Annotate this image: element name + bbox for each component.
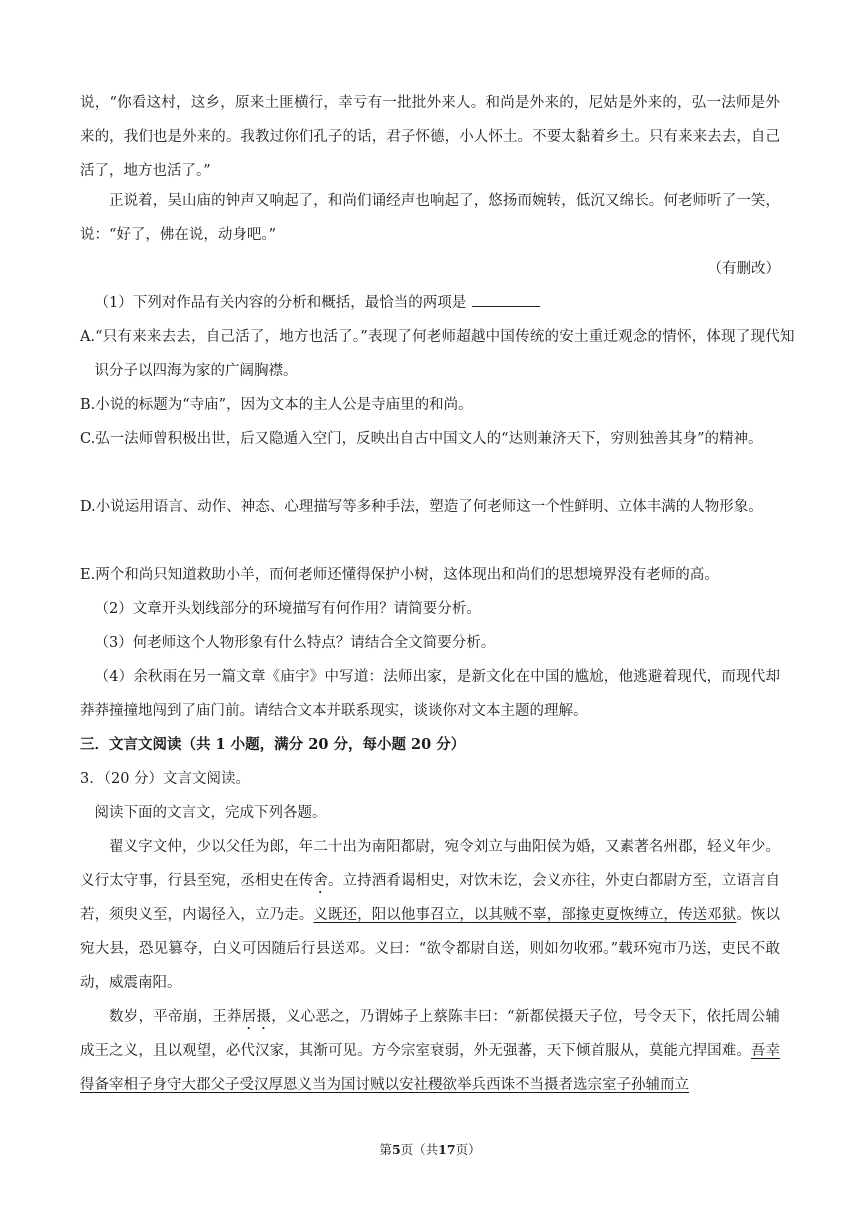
footer-suffix: 页） — [455, 1142, 481, 1157]
source-note-text: （有删改） — [707, 261, 780, 277]
classical-p1-part-a: 翟义字文仲，少以父任为郎，年二十出为南阳都尉，宛令刘立与曲阳侯为婚，又素著名州郡，轻义年少。义行太守事，行县至宛，丞相史在传 — [80, 839, 780, 889]
question-3-header-text: 3．（20 分）文言文阅读。 — [80, 771, 251, 787]
option-d — [80, 490, 795, 524]
option-b-text: B.小说的标题为“寺庙”，因为文本的主人公是寺庙里的和尚。 — [80, 397, 473, 413]
classical-p2-part-a: 数岁，平帝崩，王莽 — [109, 1009, 242, 1025]
option-c — [80, 422, 795, 456]
question-3-text: （3）何老师这个人物形象有什么特点？请结合全文简要分析。 — [94, 635, 496, 651]
question-3 — [80, 626, 780, 660]
question-3-header — [80, 762, 780, 796]
section-3-heading-text: 三．文言文阅读（共 1 小题，满分 20 分，每小题 20 分） — [80, 736, 466, 753]
story-paragraph-1-text: 说，“你看这村，这乡，原来土匪横行，幸亏有一批批外来人。和尚是外来的，尼姑是外来的，弘一法师是外来的，我们也是外来的。我教过你们孔子的话，君子怀德，小人怀土。不要太黏着乡土。只有来来去去，自己活了，地方也活了。” — [80, 95, 780, 179]
classical-p2-dotted-word: 居摄 — [241, 1009, 272, 1025]
reading-instruction-text: 阅读下面的文言文，完成下列各题。 — [94, 805, 327, 821]
classical-p1-dotted-word: 舍 — [313, 873, 328, 889]
classical-p2-part-b: ，义心恶之，乃谓姊子上蔡陈丰曰：“新都侯摄天子位，号令天下，依托周公辅成王之义，且以观望，必代汉家，其渐可见。方今宗室衰弱，外无强蕃，天下倾首服从，莫能亢捍国难。 — [80, 1009, 780, 1059]
option-a — [80, 320, 795, 388]
option-b — [80, 388, 780, 422]
question-4 — [80, 660, 780, 728]
source-note — [80, 252, 780, 286]
footer-mid: 页（共 — [400, 1142, 439, 1157]
reading-instruction — [80, 796, 780, 830]
footer-prefix: 第 — [379, 1142, 392, 1157]
question-2-text: （2）文章开头划线部分的环境描写有何作用？请简要分析。 — [94, 601, 481, 617]
option-c-text: C.弘一法师曾积极出世，后又隐遁入空门，反映出自古中国文人的“达则兼济天下，穷则独善其身”的精神。 — [80, 431, 763, 447]
classical-p1-part-c: 。恢以宛大县，恐见篡夺，白义可因随后行县送邓。义曰：“欲令都尉自送，则如勿收邪。”载环宛市乃送，吏民不敢动，威震南阳。 — [80, 907, 781, 991]
question-4-text: （4）余秋雨在另一篇文章《庙宇》中写道：法师出家，是新文化在中国的尴尬，他逃避着现代，而现代却莽莽撞撞地闯到了庙门前。请结合文本并联系现实，谈谈你对文本主题的理解。 — [80, 669, 780, 719]
story-paragraph-2-text: 正说着，吴山庙的钟声又响起了，和尚们诵经声也响起了，悠扬而婉转，低沉又绵长。何老师听了一笑，说：“好了，佛在说，动身吧。” — [80, 193, 780, 243]
section-3-heading — [80, 728, 780, 762]
story-paragraph-2 — [80, 184, 780, 252]
classical-paragraph-2 — [80, 1000, 780, 1102]
footer-total-pages: 17 — [438, 1142, 456, 1157]
answer-blank — [472, 292, 540, 307]
question-1-text: （1）下列对作品有关内容的分析和概括，最恰当的两项是 — [94, 295, 467, 311]
classical-paragraph-1 — [80, 830, 780, 1000]
option-a-text: A.“只有来来去去，自己活了，地方也活了。”表现了何老师超越中国传统的安土重迁观念的情怀，体现了现代知识分子以四海为家的广阔胸襟。 — [80, 329, 795, 379]
classical-p1-underlined-sentence: 义既还，阳以他事召立，以其贼不辜，部掾吏夏恢缚立，传送邓狱 — [313, 907, 737, 923]
question-2 — [80, 592, 780, 626]
question-1 — [80, 286, 780, 320]
option-e — [80, 558, 780, 592]
footer-page-number: 5 — [391, 1142, 401, 1157]
story-paragraph-1 — [80, 86, 780, 188]
page-footer — [0, 1140, 860, 1160]
classical-p2-underlined-sentence: 吾幸得备宰相子身守大郡父子受汉厚恩义当为国讨贼以安社稷欲举兵西诛不当摄者选宗室子孙辅而立 — [80, 1043, 781, 1093]
option-e-text: E.两个和尚只知道救助小羊，而何老师还懂得保护小树，这体现出和尚们的思想境界没有老师的高。 — [80, 567, 719, 583]
option-d-text: D.小说运用语言、动作、神态、心理描写等多种手法，塑造了何老师这一个性鲜明、立体丰满的人物形象。 — [80, 499, 763, 515]
classical-p1-part-b: 。立持酒肴谒相史，对饮未讫，会义亦往，外吏白都尉方至，立语言自若，须臾义至，内谒径入，立乃走。 — [80, 873, 781, 923]
